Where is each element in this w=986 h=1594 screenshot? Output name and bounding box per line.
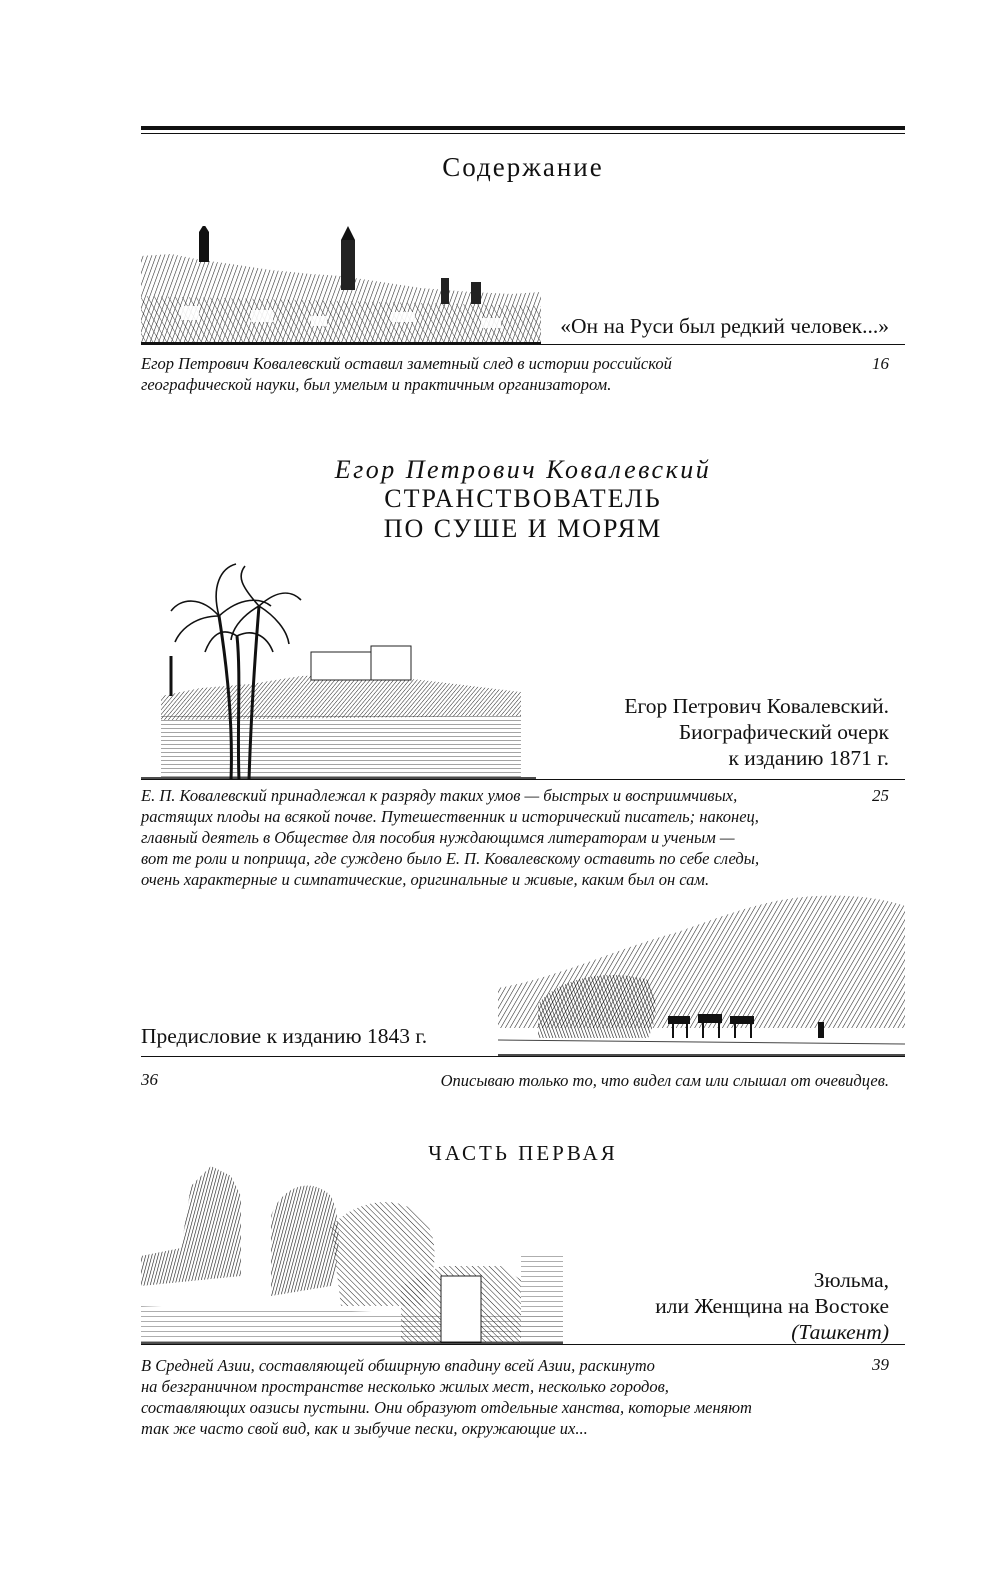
entry-rule [141,344,905,345]
page-number: 16 [872,354,889,373]
entry-title: Зюльма, или Женщина на Востоке (Ташкент) [655,1268,889,1344]
book-title-line1: СТРАНСТВОВАТЕЛЬ [384,484,662,513]
entry-title: «Он на Руси был редкий человек...» [560,314,889,338]
book-title-line2: ПО СУШЕ И МОРЯМ [383,514,663,543]
palm-harbor-engraving-icon [141,556,536,780]
entry-description: Егор Петрович Ковалевский оставил заметный след в истории российской географической науки, был умелым и практичным организатором. [141,354,672,394]
forest-ruins-engraving-icon [141,1156,563,1344]
page-title: Содержание [442,152,604,182]
entry-description: Описываю только то, что видел сам или слышал от очевидцев. [440,1071,889,1090]
book-author: Егор Петрович Ковалевский [334,455,712,484]
entry-title: Предисловие к изданию 1843 г. [141,1024,428,1048]
entry-rule [141,1056,905,1057]
header-thick-rule [141,126,905,130]
entry-rule [141,779,905,780]
page-number: 39 [872,1355,889,1374]
part-title: ЧАСТЬ ПЕРВАЯ [428,1141,618,1165]
entry-title: Егор Петрович Ковалевский. Биографический очерк к изданию 1871 г. [624,694,889,770]
entry-rule [141,1344,905,1345]
town-engraving-icon [141,226,541,344]
page-number: 25 [872,786,889,805]
entry-description: В Средней Азии, составляющей обширную впадину всей Азии, раскинуто на безграничном пространстве несколько жилых мест, несколько городов, составляющих оазисы пустыни. Они образуют отдельные ханства, которые меняют так же часто свой вид, как и зыбучие пески, окружающие их... [141,1356,752,1438]
entry-description: Е. П. Ковалевский принадлежал к разряду таких умов — быстрых и восприимчивых, растящих плоды на всякой почве. Путешественник и исторический писатель; наконец, главный деятель в Обществе для пособия нуждающимся литераторам и ученым — вот те роли и поприща, где суждено было Е. П. Ковалевскому оставить по себе следы, очень характерные и симпатические, оригинальные и живые, каким был он сам. [141,786,760,889]
page-number: 36 [141,1070,158,1089]
mountain-caravan-engraving-icon [498,888,905,1056]
header-thin-rule [141,133,905,134]
